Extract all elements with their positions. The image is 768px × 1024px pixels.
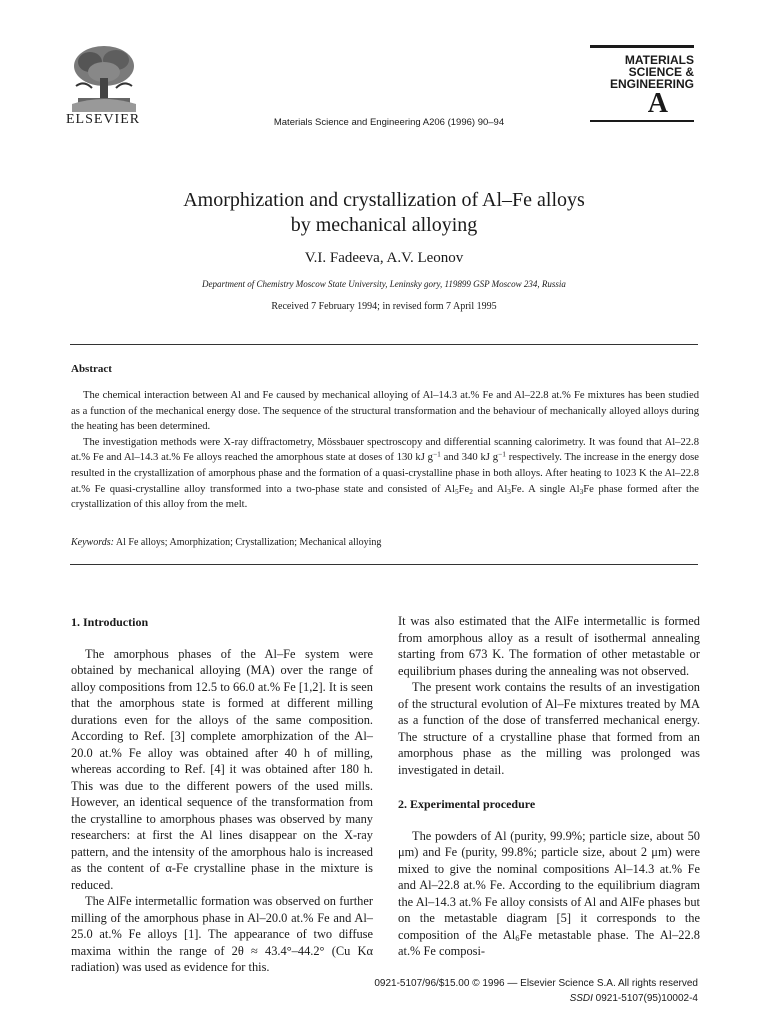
received-dates: Received 7 February 1994; in revised form 7 April 1995: [271, 301, 497, 312]
publisher-name: ELSEVIER: [66, 112, 141, 127]
masthead-top-rule: [590, 45, 694, 48]
authors: V.I. Fadeeva, A.V. Leonov: [304, 250, 464, 266]
article-title: Amorphization and crystallization of Al–Fe alloys by mechanical alloying: [183, 189, 585, 236]
journal-name: MATERIALS SCIENCE & ENGINEERING: [609, 53, 694, 91]
section-heading-introduction: 1. Introduction: [71, 615, 149, 629]
body-paragraph: The powders of Al (purity, 99.9%; particle size, about 50 μm) and Fe (purity, 99.8%; particle size, about 2 μm) were mixed to give the nominal compositions Al–14.3 at.% Fe and Al–22.8 at.% Fe. According to the equilibrium diagram the Al–14.3 at.% Fe alloy consists of Al and AlFe phases but on the metastable diagram [5] it corresponds to the composition of the $Al_6Fe$ metastable phase. The Al–22.8 at.% Fe composi-: [398, 828, 700, 958]
divider-bottom: [70, 564, 698, 565]
journal-section-letter: A: [647, 88, 668, 119]
body-paragraph: The present work contains the results of an investigation of the structural evolution of Al–Fe mixtures treated by MA as a function of the dose of transferred mechanical energy. The structure of a crystalline phase that formed from an amorphous phase as the milling was prolonged was investigated in detail.: [398, 680, 700, 777]
left-column: [71, 614, 373, 976]
body-paragraph: It was also estimated that the AlFe intermetallic is formed from amorphous alloy as a result of isothermal annealing starting from 673 K. The formation of other metastable or equilibrium phases during the annealing was not observed.: [398, 614, 700, 678]
abstract-body: [71, 388, 699, 513]
abstract-paragraph: The investigation methods were X-ray diffractometry, Mössbauer spectroscopy and differential scanning calorimetry. It was found that Al–22.8 at.% Fe and Al–14.3 at.% Fe alloys reached the amorphous state at doses of 130 kJ $g^{-1}$ and 340 kJ $g^{-1}$ respectively. The increase in the energy dose resulted in the crystallization of amorphous phase and the formation of a quasi-crystalline phase in both alloys. After heating to 1023 K the Al–22.8 at.% Fe quasi-crystalline alloy transformed into a two-phase state and consisted of $Al_5Fe_2$ and $Al_3Fe$. A single $Al_3Fe$ phase formed after the crystallization of this alloy from the melt.: [71, 436, 699, 511]
divider-top: [70, 344, 698, 345]
copyright-footer: 0921-5107/96/$15.00 © 1996 — Elsevier Science S.A. All rights reserved SSDI 0921-5107(95)10002-4: [374, 978, 698, 1004]
abstract-paragraph: The chemical interaction between Al and Fe caused by mechanical alloying of Al–14.3 at.% Fe and Al–22.8 at.% Fe mixtures has been studied as a function of the mechanical energy dose. The sequence of the structural transformation and the behaviour of mechanically alloyed alloys during the heating has been determined.: [71, 390, 699, 433]
keywords: Keywords: Al Fe alloys; Amorphization; Crystallization; Mechanical alloying: [71, 537, 382, 548]
right-column: [398, 613, 700, 960]
affiliation: Department of Chemistry Moscow State University, Leninsky gory, 119899 GSP Moscow 234, Russia: [202, 279, 566, 289]
body-paragraph: The amorphous phases of the Al–Fe system were obtained by mechanical alloying (MA) over the range of alloy compositions from 12.5 to 66.0 at.% Fe [1,2]. It is seen that the amorphous state is formed at different milling durations even for the alloys of the same composition. According to Ref. [3] complete amorphization of the Al–20.0 at.% Fe alloy was obtained after 40 h of milling, whereas according to Ref. [4] it was obtained after 180 h. This was due to the different powers of the used mills. However, an identical sequence of the transformation from the crystalline to amorphous phases was observed by many researchers: at first the Al lines disappear on the X-ray pattern, and the intensity of the amorphous halo is increased as the content of α-Fe crystalline phase in the mixture is reduced.: [71, 646, 373, 892]
section-heading-experimental: 2. Experimental procedure: [398, 797, 536, 811]
journal-masthead: [590, 45, 694, 122]
abstract-heading: Abstract: [71, 363, 112, 375]
masthead-bottom-rule: [590, 120, 694, 122]
elsevier-tree-logo: [66, 42, 142, 112]
journal-citation: Materials Science and Engineering A206 (1996) 90–94: [273, 117, 505, 128]
body-paragraph: The AlFe intermetallic formation was observed on further milling of the amorphous phase in Al–20.0 at.% Fe and Al–25.0 at.% Fe alloys [1]. The appearance of two diffuse maxima within the range of 2θ ≈ 43.4°–44.2° (Cu Kα radiation) was used as evidence for this.: [71, 894, 373, 974]
